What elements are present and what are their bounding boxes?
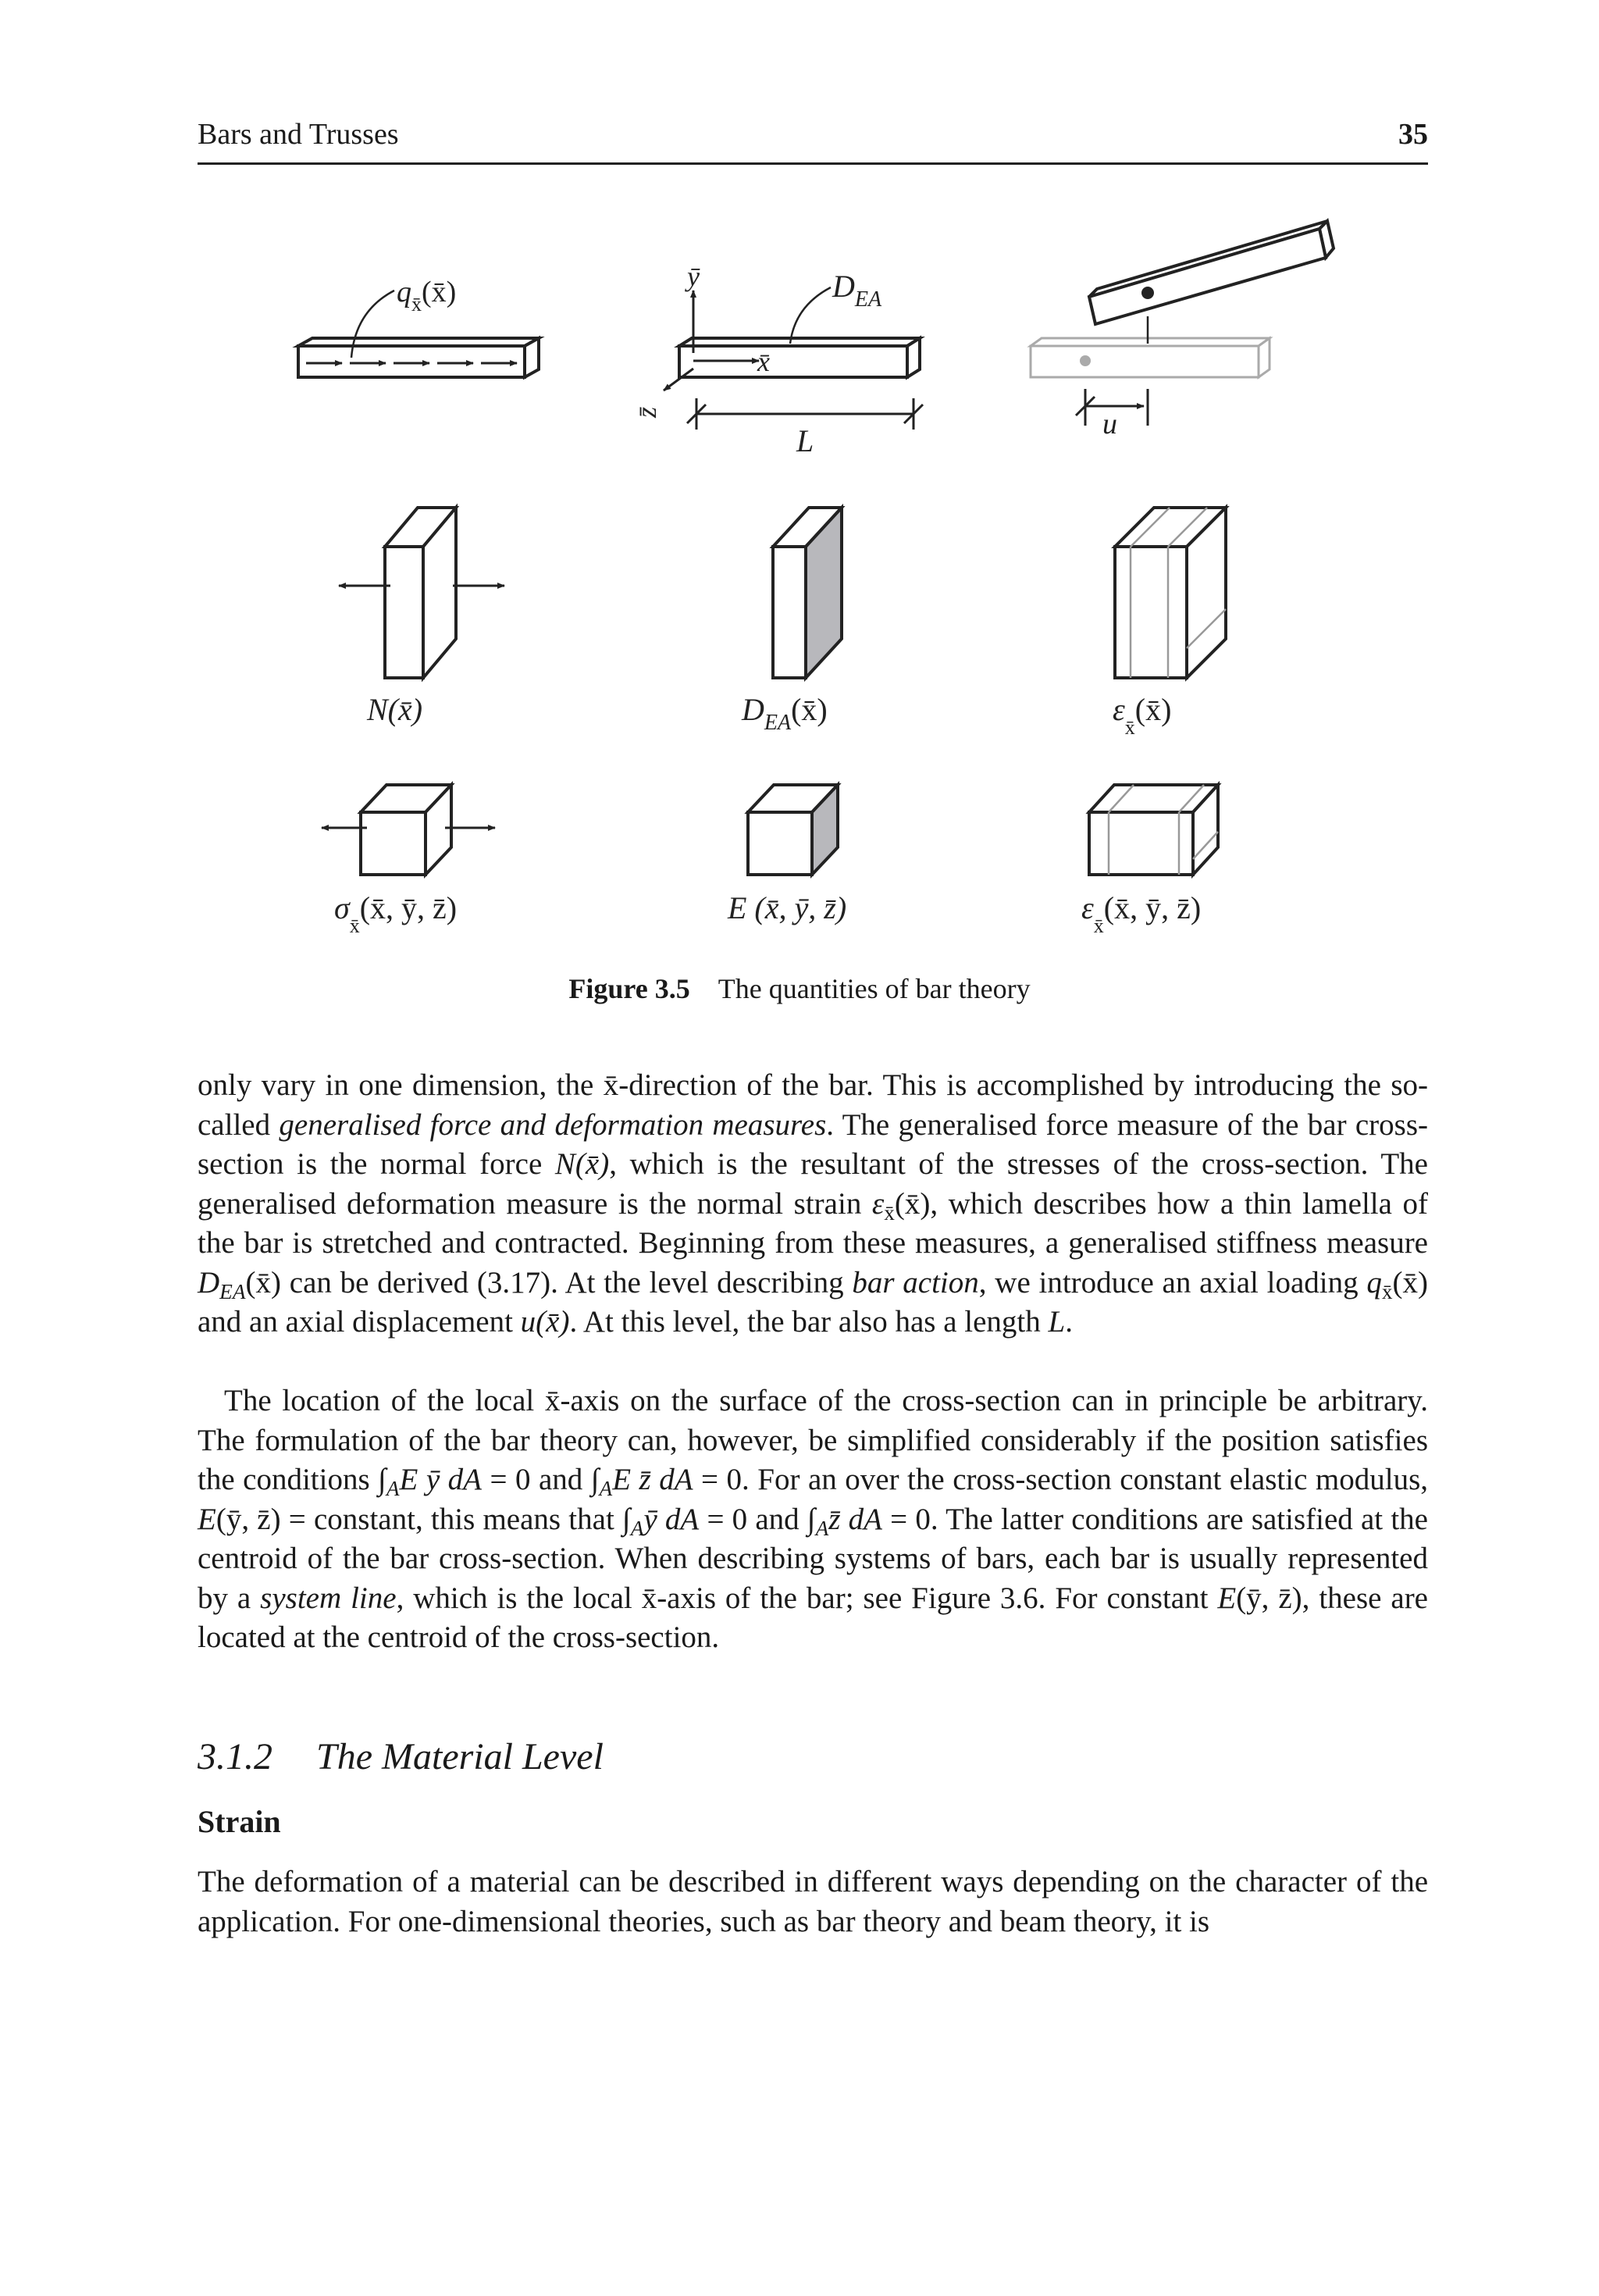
generalised-strain-label: $\varepsilon_{x̄}(x̄)$: [1113, 692, 1172, 739]
slice-strain: [1115, 508, 1226, 678]
page-number: 35: [1398, 118, 1428, 151]
displaced-centroid: [1141, 287, 1154, 299]
section-heading: [198, 1735, 604, 1778]
z-axis-label: z̄: [631, 406, 662, 418]
loaded-bar: [298, 338, 539, 377]
original-bar-ghost: [1031, 338, 1270, 377]
normal-force-label: N(x̄): [367, 692, 423, 727]
modulus-label: E (x̄, ȳ, z̄): [728, 890, 847, 925]
cube-stress: [361, 785, 451, 875]
x-axis-label: x̄: [757, 346, 770, 377]
subheading-strain: Strain: [198, 1804, 281, 1839]
stiffness-label: $D_{EA}(x̄)$: [742, 692, 828, 735]
stiffness-leader-line: [790, 287, 831, 344]
length-label: L: [796, 423, 814, 458]
section-title: The Material Level: [316, 1736, 604, 1777]
slice-stiffness: [773, 508, 842, 678]
original-centroid: [1080, 355, 1091, 366]
stress-label: $\sigma_{x̄}(x̄$, ȳ, z̄): [334, 890, 458, 937]
stiffness-top-label: $D_{EA}$: [832, 269, 882, 312]
running-title: Bars and Trusses: [198, 118, 399, 151]
figure-caption: [0, 972, 1599, 1005]
caption-text: The quantities of bar theory: [718, 973, 1031, 1004]
reference-bar: [679, 338, 920, 377]
section-number: 3.1.2: [198, 1736, 272, 1777]
figure-3-5: [0, 0, 1599, 984]
slice-normal-force: [385, 508, 456, 678]
load-label: $q_{x̄}(x̄)$: [397, 276, 457, 316]
cube-modulus: [748, 785, 838, 875]
paragraph-1: only vary in one dimension, the x̄-direction of the bar. This is accomplished by introducing the so-called generalised force and deformation measures. The generalised force measure of the bar cross-section is the normal force N(x̄), which is the resultant of the stresses of the cross-section. The generalised deformation measure is the normal strain $\varepsilon_{x̄}(x̄)$, which describes how a thin lamella of the bar is stretched and contracted. Beginning from these measures, a generalised stiffness measure $D_{EA}(x̄)$ can be derived (3.17). At the level describing bar action, we introduce an axial loading $q_{x̄}(x̄)$ and an axial displacement u(x̄). At this level, the bar also has a length L.: [198, 1068, 1429, 1339]
displacement-label: u: [1102, 408, 1117, 440]
paragraph-2: The location of the local x̄-axis on the surface of the cross-section can in principle be arbitrary. The formulation of the bar theory can, however, be simplified considerably if the position satisfies the conditions $\int_AE$ ȳ dA = 0 and $\int_AE$ z̄ dA = 0. For an over the cross-section constant elastic modulus, E(ȳ, z̄) = constant, this means that $\int_Aȳ$ dA = 0 and $\int_Az̄$ dA = 0. The latter conditions are satisfied at the centroid of the bar cross-section. When describing systems of bars, each bar is usually represented by a system line, which is the local x̄-axis of the bar; see Figure 3.6. For constant E(ȳ, z̄), these are located at the centroid of the cross-section.: [198, 1384, 1428, 1654]
paragraph-3: The deformation of a material can be described in different ways depending on the character of the application. For one-dimensional theories, such as bar theory and beam theory, it is: [198, 1865, 1428, 1938]
caption-label: Figure 3.5: [568, 973, 690, 1004]
displaced-bar: [1089, 221, 1334, 324]
y-axis-label: ȳ: [687, 261, 700, 292]
material-strain-label: $\varepsilon_{x̄}(x̄$, ȳ, z̄): [1081, 890, 1202, 937]
